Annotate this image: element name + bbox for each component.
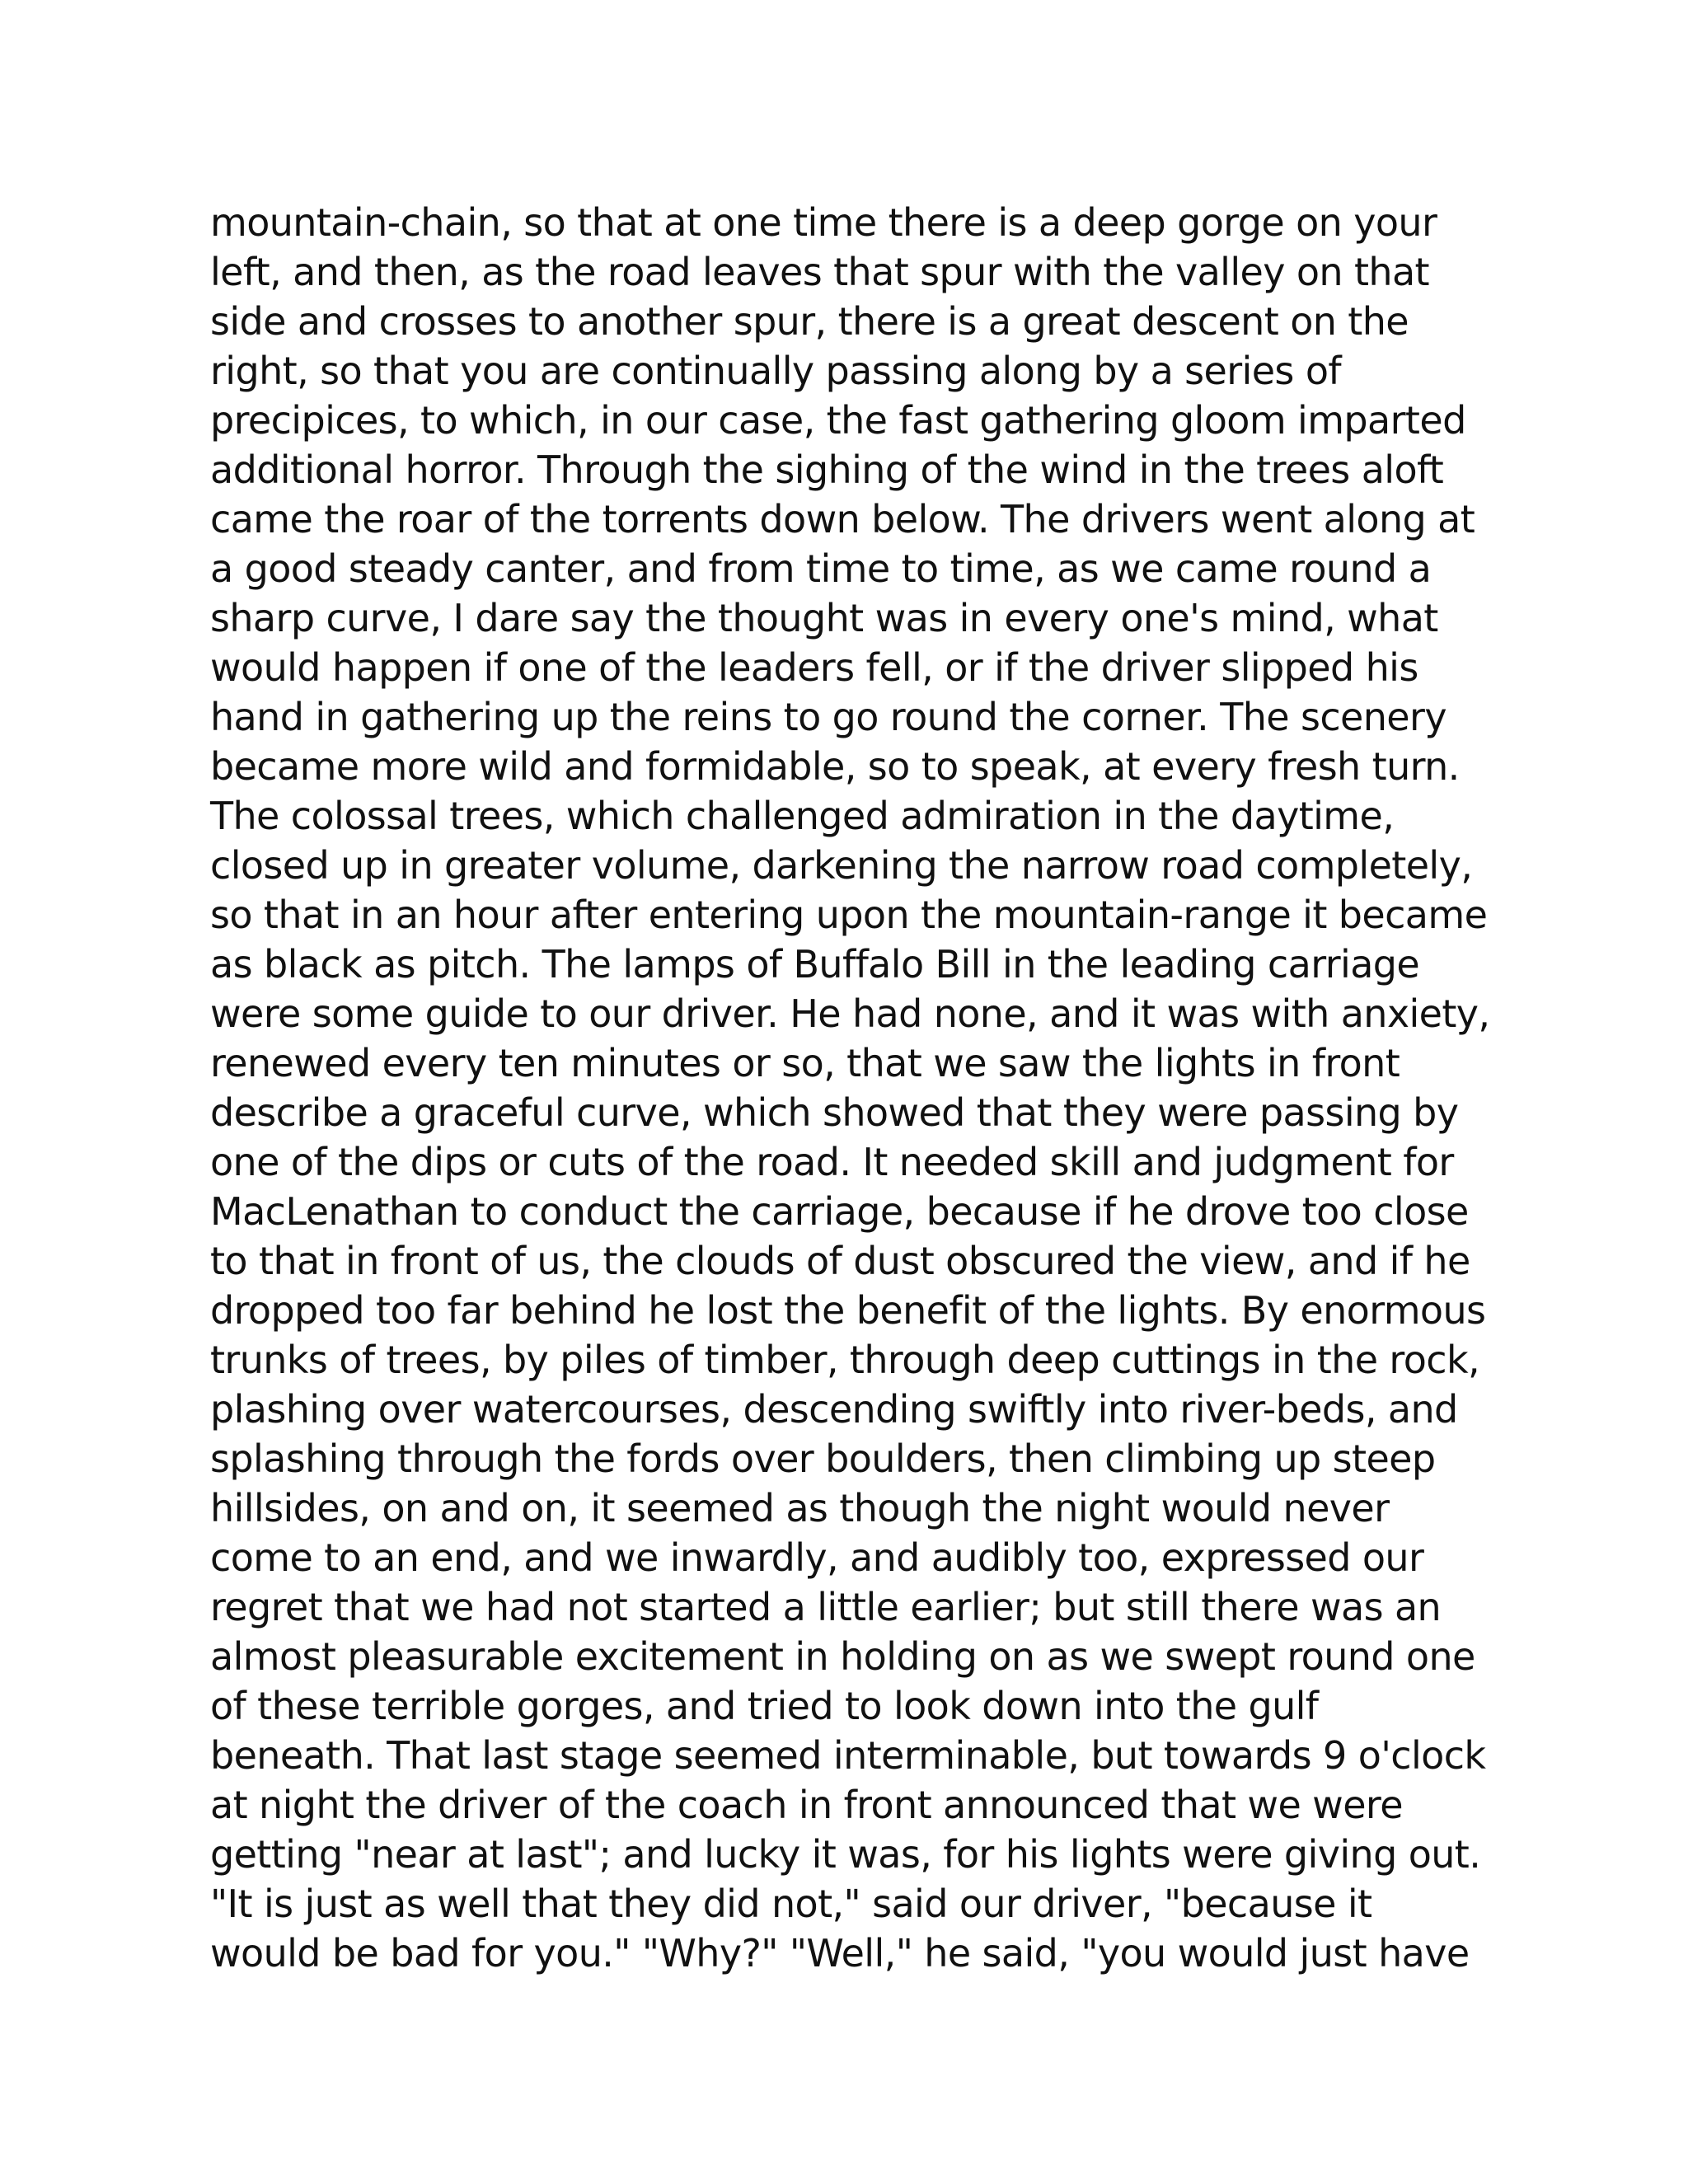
text-line: hand in gathering up the reins to go round the corner. The scenery xyxy=(210,695,1447,739)
text-line: so that in an hour after entering upon the mountain-range it became xyxy=(210,893,1488,937)
text-line: The colossal trees, which challenged admiration in the daytime, xyxy=(210,794,1395,838)
text-line: as black as pitch. The lamps of Buffalo Bill in the leading carriage xyxy=(210,942,1420,987)
text-line: renewed every ten minutes or so, that we saw the lights in front xyxy=(210,1041,1400,1085)
text-line: beneath. That last stage seemed interminable, but towards 9 o'clock xyxy=(210,1733,1486,1778)
text-line: MacLenathan to conduct the carriage, because if he drove too close xyxy=(210,1189,1469,1234)
text-line: sharp curve, I dare say the thought was in every one's mind, what xyxy=(210,596,1438,640)
text-line: became more wild and formidable, so to speak, at every fresh turn. xyxy=(210,744,1460,789)
text-line: came the roar of the torrents down below. The drivers went along at xyxy=(210,497,1475,541)
text-line: splashing through the fords over boulders, then climbing up steep xyxy=(210,1436,1436,1481)
text-line: left, and then, as the road leaves that spur with the valley on that xyxy=(210,250,1429,294)
text-line: dropped too far behind he lost the benefit of the lights. By enormous xyxy=(210,1288,1486,1333)
text-line: come to an end, and we inwardly, and audibly too, expressed our xyxy=(210,1535,1424,1580)
text-line: hillsides, on and on, it seemed as though the night would never xyxy=(210,1486,1390,1530)
text-line: getting "near at last"; and lucky it was, for his lights were giving out. xyxy=(210,1832,1481,1877)
text-line: precipices, to which, in our case, the fast gathering gloom imparted xyxy=(210,398,1466,443)
body-text xyxy=(210,198,1496,1978)
text-line: trunks of trees, by piles of timber, through deep cuttings in the rock, xyxy=(210,1338,1480,1382)
text-line: "It is just as well that they did not," said our driver, "because it xyxy=(210,1882,1372,1926)
text-line: almost pleasurable excitement in holding on as we swept round one xyxy=(210,1634,1475,1679)
text-line: describe a graceful curve, which showed that they were passing by xyxy=(210,1090,1459,1135)
text-line: plashing over watercourses, descending swiftly into river-beds, and xyxy=(210,1387,1458,1432)
text-line: right, so that you are continually passing along by a series of xyxy=(210,349,1341,393)
text-line: side and crosses to another spur, there is a great descent on the xyxy=(210,299,1409,344)
text-line: of these terrible gorges, and tried to look down into the gulf xyxy=(210,1684,1319,1728)
text-line: to that in front of us, the clouds of dust obscured the view, and if he xyxy=(210,1239,1470,1283)
text-line: one of the dips or cuts of the road. It needed skill and judgment for xyxy=(210,1140,1454,1184)
text-line: additional horror. Through the sighing of the wind in the trees aloft xyxy=(210,448,1444,492)
text-line: were some guide to our driver. He had none, and it was with anxiety, xyxy=(210,991,1490,1036)
text-line: closed up in greater volume, darkening the narrow road completely, xyxy=(210,843,1473,888)
text-line: would happen if one of the leaders fell, or if the driver slipped his xyxy=(210,645,1418,690)
text-line: a good steady canter, and from time to time, as we came round a xyxy=(210,546,1432,591)
text-line: would be bad for you." "Why?" "Well," he said, "you would just have xyxy=(210,1931,1470,1975)
text-line: regret that we had not started a little earlier; but still there was an xyxy=(210,1585,1442,1629)
text-line: mountain-chain, so that at one time there is a deep gorge on your xyxy=(210,200,1437,245)
text-line: at night the driver of the coach in front announced that we were xyxy=(210,1783,1403,1827)
